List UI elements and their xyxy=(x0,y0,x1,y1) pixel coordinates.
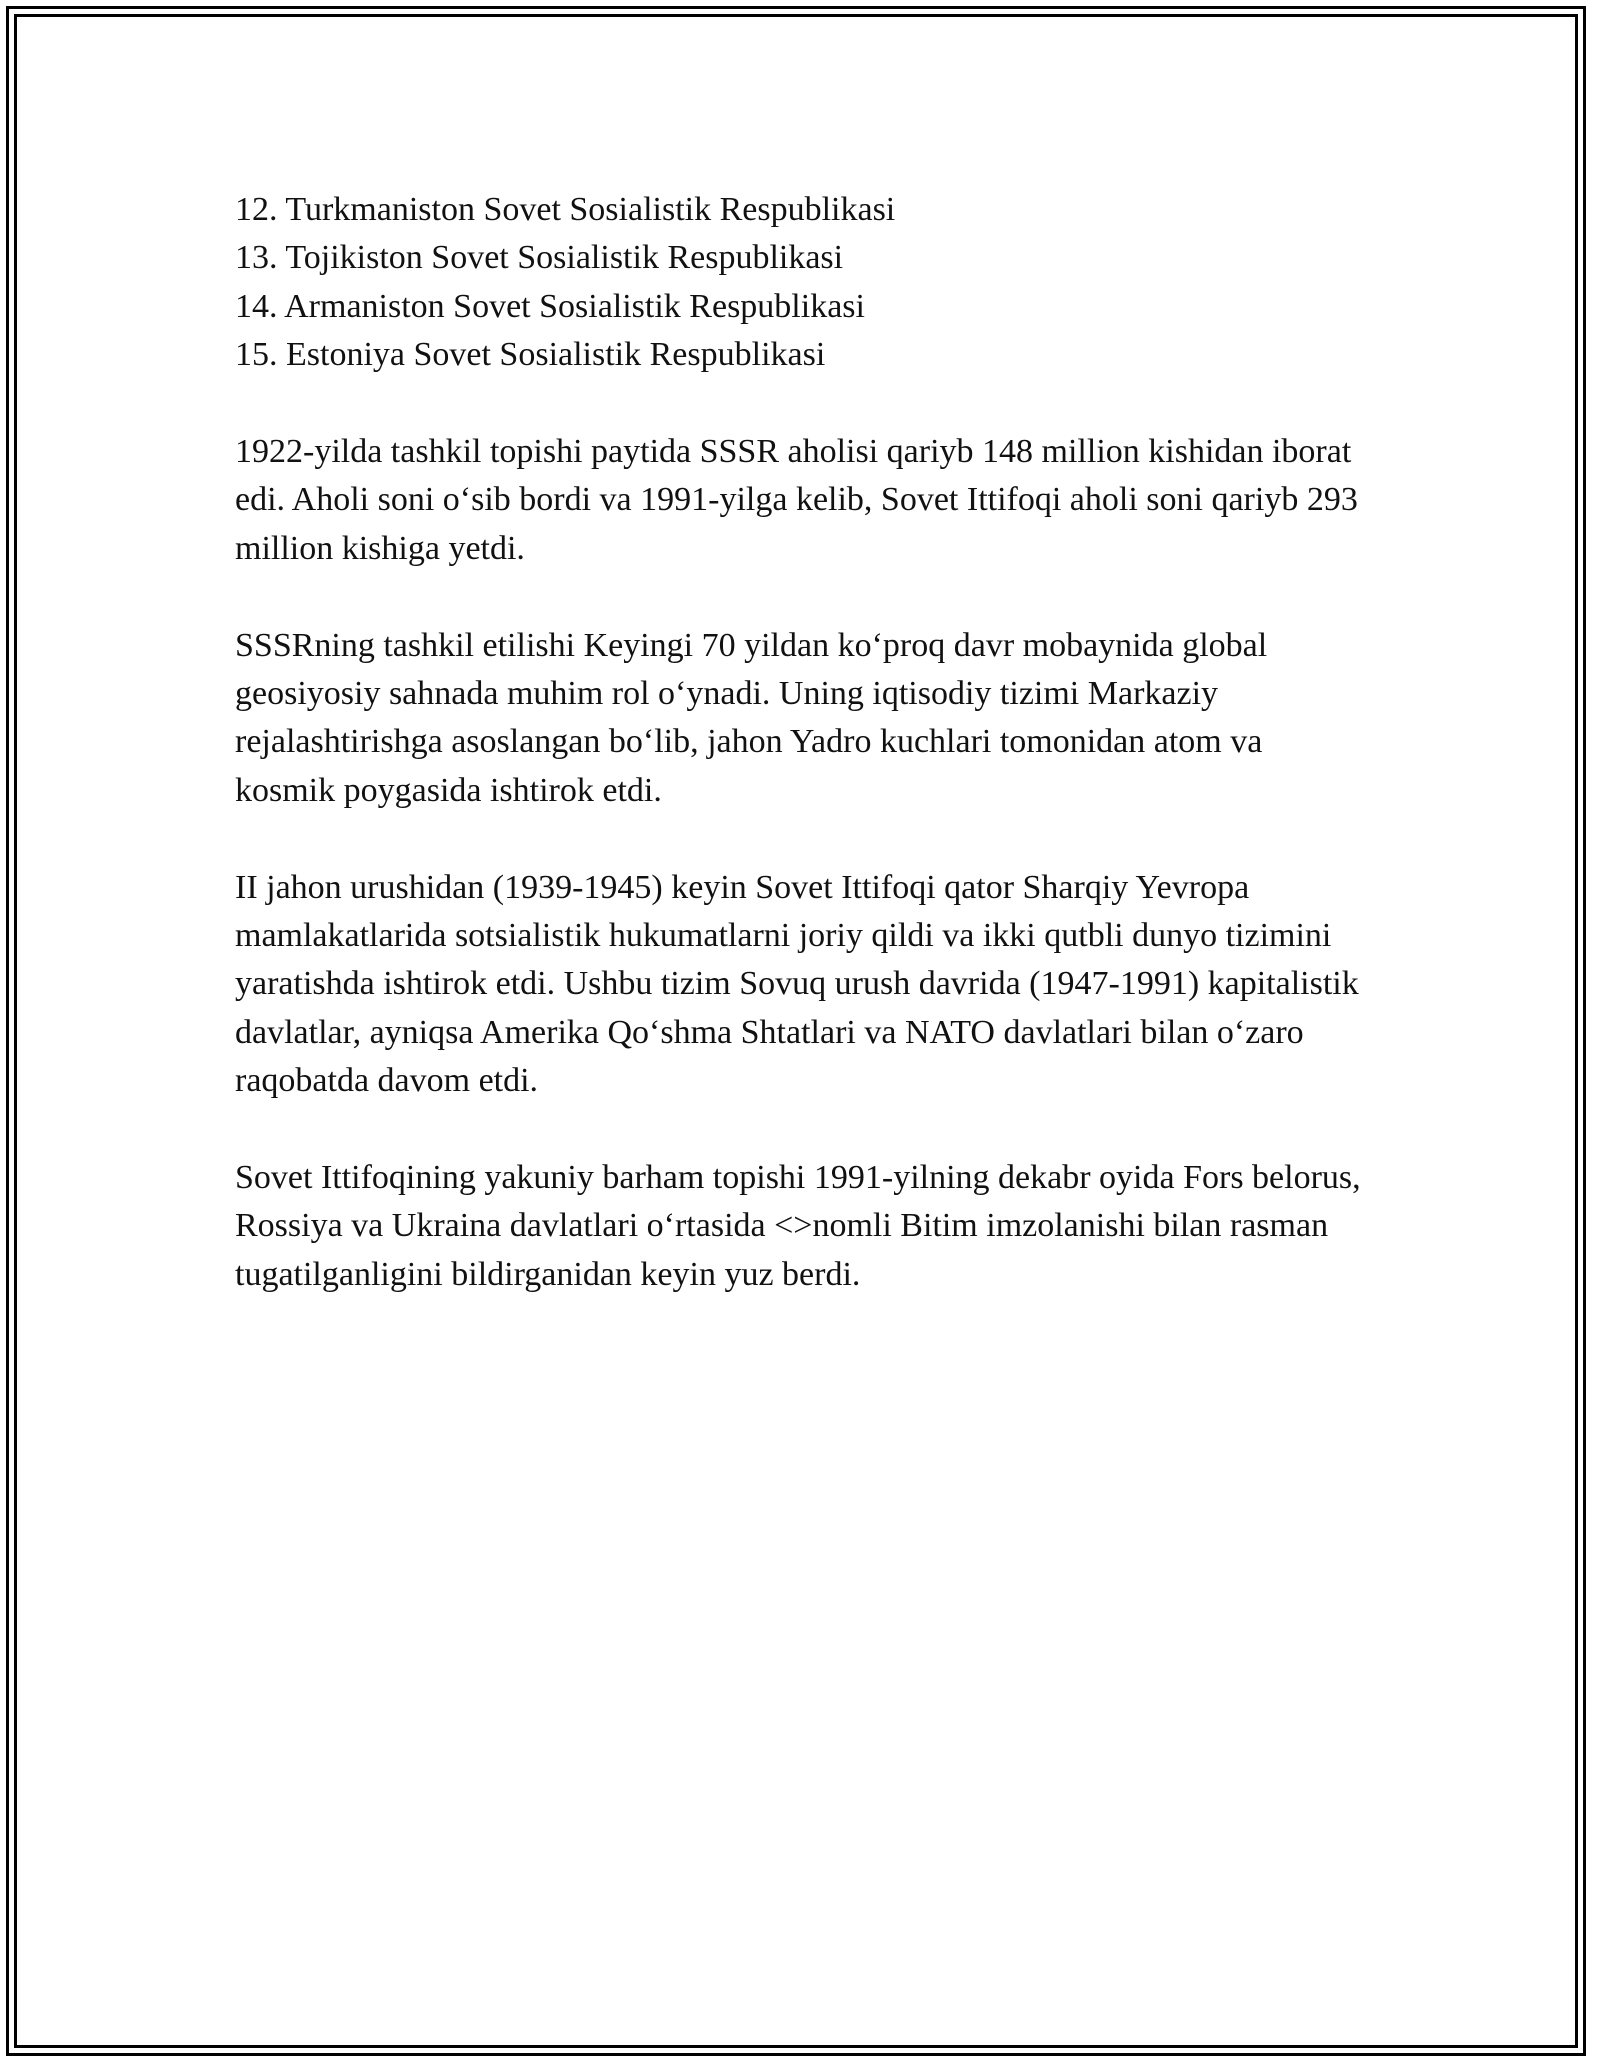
list-item: 13. Tojikiston Sovet Sosialistik Respublikasi xyxy=(235,239,844,277)
republics-list xyxy=(235,186,1365,380)
paragraph-geopolitics: SSSRning tashkil etilishi Keyingi 70 yildan ko‘proq davr mobaynida global geosiyosiy sahnada muhim rol o‘ynadi. Uning iqtisodiy tizimi Markaziy rejalashtirishga asoslangan bo‘lib, jahon Yadro kuchlari tomonidan atom va kosmik poygasida ishtirok etdi. xyxy=(235,626,1268,809)
list-item: 15. Estoniya Sovet Sosialistik Respublikasi xyxy=(235,336,826,374)
document-body xyxy=(235,186,1365,1299)
list-item: 12. Turkmaniston Sovet Sosialistik Respublikasi xyxy=(235,191,896,228)
paragraph-cold-war: II jahon urushidan (1939-1945) keyin Sovet Ittifoqi qator Sharqiy Yevropa mamlakatlarida sotsialistik hukumatlarni joriy qildi va ikki qutbli dunyo tizimini yaratishda ishtirok etdi. Ushbu tizim Sovuq urush davrida (1947-1991) kapitalistik davlatlar, ayniqsa Amerika Qo‘shma Shtatlari va NATO davlatlari bilan o‘zaro raqobatda davom etdi. xyxy=(235,868,1359,1100)
paragraph-dissolution: Sovet Ittifoqining yakuniy barham topishi 1991-yilning dekabr oyida Fors belorus, Rossiya va Ukraina davlatlari o‘rtasida <>nomli Bitim imzolanishi bilan rasman tugatilganligini bildirganidan keyin yuz berdi. xyxy=(235,1159,1361,1293)
list-item: 14. Armaniston Sovet Sosialistik Respublikasi xyxy=(235,287,865,325)
paragraph-population: 1922-yilda tashkil topishi paytida SSSR aholisi qariyb 148 million kishidan iborat edi. Aholi soni o‘sib bordi va 1991-yilga kelib, Sovet Ittifoqi aholi soni qariyb 293 million kishiga yetdi. xyxy=(235,433,1358,567)
